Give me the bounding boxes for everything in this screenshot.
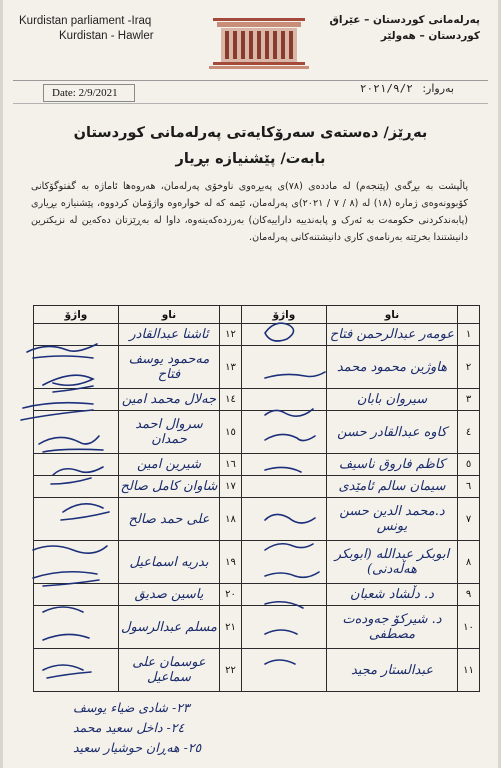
signer-name: شیرین امین	[119, 454, 220, 476]
row-number: ٧	[458, 498, 480, 541]
row-number: ١٢	[219, 324, 241, 346]
row-number: ١٧	[219, 476, 241, 498]
signature-cell	[34, 389, 119, 411]
signature-cell	[34, 606, 119, 649]
row-number: ١١	[458, 649, 480, 692]
table-row	[34, 324, 480, 346]
signature-table-header	[34, 306, 480, 324]
date-kurdish	[360, 82, 454, 95]
signer-name: بدریە اسماعیل	[119, 541, 220, 584]
signer-name: سیروان بابان	[326, 389, 457, 411]
signature-cell	[34, 584, 119, 606]
signature-cell	[34, 476, 119, 498]
org-location-en: Kurdistan - Hawler	[59, 30, 154, 42]
signer-name: کاوە عبدالقادر حسن	[326, 411, 457, 454]
signer-name: عوسمان علی سماعیل	[119, 649, 220, 692]
table-row	[34, 541, 480, 584]
row-number: ١٠	[458, 606, 480, 649]
signer-name: سیمان سالم ئامێدی	[326, 476, 457, 498]
org-location-ku: کوردستان – هەولێر	[380, 30, 480, 42]
row-number: ٥	[458, 454, 480, 476]
date-label-ku: بەروار:	[422, 82, 454, 95]
header-english	[19, 14, 154, 44]
col-signature: واژۆ	[34, 306, 119, 324]
date-value-ku: ٢٠٢١/٩/٢	[359, 82, 413, 95]
row-number: ٢٠	[219, 584, 241, 606]
subject-line: بابەت/ پێشنیازە بڕیار	[175, 151, 326, 167]
col-number	[219, 306, 241, 324]
signer-name: د.محمد الدین حسن یونس	[326, 498, 457, 541]
document-page	[3, 0, 498, 768]
signature-cell	[241, 389, 326, 411]
signature-cell	[34, 454, 119, 476]
signature-cell	[241, 324, 326, 346]
header-divider	[13, 80, 488, 81]
extra-signer: ٢٤- داخل سعید محمد	[73, 720, 185, 735]
col-name: ناو	[326, 306, 457, 324]
signer-name: مەحمود یوسف فتاح	[119, 346, 220, 389]
row-number: ١	[458, 324, 480, 346]
date-box: Date: 2/9/2021	[43, 84, 135, 102]
row-number: ٤	[458, 411, 480, 454]
signature-cell	[241, 584, 326, 606]
signer-name: مسلم عبدالرسول	[119, 606, 220, 649]
signer-name: علی حمد صالح	[119, 498, 220, 541]
signer-name: یاسین صدیق	[119, 584, 220, 606]
row-number: ١٥	[219, 411, 241, 454]
row-number: ١٣	[219, 346, 241, 389]
signature-cell	[241, 649, 326, 692]
signer-name: کاظم فاروق ناسیف	[326, 454, 457, 476]
row-number: ٣	[458, 389, 480, 411]
table-row	[34, 411, 480, 454]
row-number: ٢١	[219, 606, 241, 649]
org-name-en: Kurdistan parliament -Iraq	[19, 15, 152, 27]
extra-signer: ٢٣- شادی ضیاء یوسف	[73, 700, 190, 715]
signature-cell	[241, 541, 326, 584]
col-number	[458, 306, 480, 324]
row-number: ٨	[458, 541, 480, 584]
signature-cell	[241, 476, 326, 498]
table-row	[34, 454, 480, 476]
row-number: ١٩	[219, 541, 241, 584]
table-row	[34, 476, 480, 498]
header-kurdish	[329, 12, 480, 44]
signature-cell	[34, 411, 119, 454]
signature-cell	[34, 541, 119, 584]
signer-name: هاوژین محمود محمد	[326, 346, 457, 389]
signature-cell	[241, 411, 326, 454]
date-divider	[13, 103, 488, 104]
signature-cell	[241, 346, 326, 389]
col-name: ناو	[119, 306, 220, 324]
signer-name: شاوان کامل صالح	[119, 476, 220, 498]
table-row	[34, 346, 480, 389]
col-signature: واژۆ	[241, 306, 326, 324]
signature-table	[33, 305, 480, 692]
letter-body: پاڵپشت بە بڕگەی (پێنجەم) لە ماددەی (٧٨)ی پەیڕەوی ناوخۆی پەرلەمان، هەروەها ئاماژە بە گفتوگۆکانی کۆبوونەوەی ژمارە (١٨) لە (٨ / ٧ / ٢٠٢١)ی پەرلەمان، ئێمە کە لە خوارەوە واژۆمان کردووە، پێشنیازە بڕیاری (پابەندکردنی حکومەت بە ئەرک و پابەندییە داراییەکان) بەرزدەکەینەوە، داوا لە بەڕێزتان دەکەین لە نزیکترین دانیشتندا بخرێتە بەرنامەی کاری دانیشتنەکانی پەرلەمان.	[31, 181, 468, 243]
row-number: ٦	[458, 476, 480, 498]
signature-cell	[241, 454, 326, 476]
table-row	[34, 649, 480, 692]
row-number: ١٦	[219, 454, 241, 476]
extra-signer: ٢٥- هەڕان حوشیار سعید	[73, 740, 202, 755]
signer-name: ابوبکر عبدالله (ابوبکر هەڵەدنی)	[326, 541, 457, 584]
row-number: ١٨	[219, 498, 241, 541]
table-row	[34, 584, 480, 606]
signer-name: عومەر عبدالرحمن فتاح	[326, 324, 457, 346]
signer-name: عبدالستار مجید	[326, 649, 457, 692]
signer-name: جەلال محمد امین	[119, 389, 220, 411]
signature-cell	[34, 498, 119, 541]
signature-cell	[34, 649, 119, 692]
row-number: ١٤	[219, 389, 241, 411]
parliament-building-logo	[209, 12, 309, 74]
table-row	[34, 606, 480, 649]
signature-cell	[34, 324, 119, 346]
signer-name: د. دڵشاد شعبان	[326, 584, 457, 606]
row-number: ٢٢	[219, 649, 241, 692]
signer-name: سروال احمد حمدان	[119, 411, 220, 454]
signature-cell	[34, 346, 119, 389]
signature-cell	[241, 498, 326, 541]
signer-name: د. شیرکۆ جەودەت مصطفى	[326, 606, 457, 649]
table-row	[34, 389, 480, 411]
addressee-line: بەڕێز/ دەستەی سەرۆکایەتی پەرلەمانی کوردستان	[73, 125, 428, 141]
signer-name: ئاشنا عبدالقادر	[119, 324, 220, 346]
table-row	[34, 498, 480, 541]
row-number: ٢	[458, 346, 480, 389]
row-number: ٩	[458, 584, 480, 606]
signature-cell	[241, 606, 326, 649]
org-name-ku: پەرلەمانی کوردستان – عێراق	[329, 14, 480, 26]
